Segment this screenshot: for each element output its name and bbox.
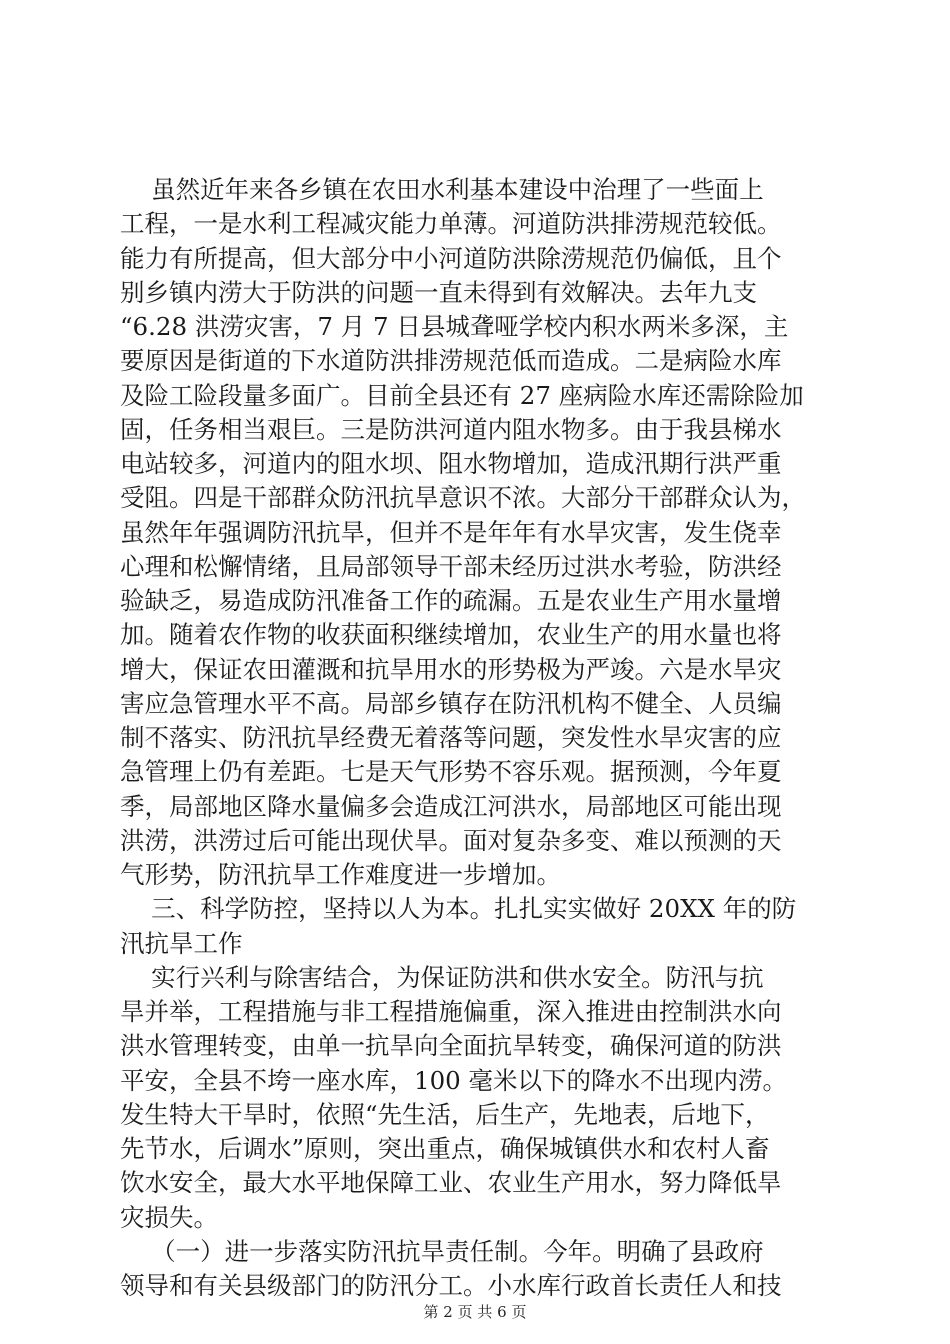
- text-line: 急管理上仍有差距。七是天气形势不容乐观。据预测，今年夏: [120, 757, 782, 787]
- text-line: 汛抗旱工作: [120, 928, 243, 958]
- text-line: 发生特大干旱时，依照“先生活，后生产，先地表，后地下，: [120, 1099, 770, 1129]
- text-line: （一）进一步落实防汛抗旱责任制。今年。明确了县政府: [120, 1236, 764, 1266]
- text-line: 洪水管理转变，由单一抗旱向全面抗旱转变，确保河道的防洪: [120, 1031, 782, 1061]
- text-line: 增大，保证农田灌溉和抗旱用水的形势极为严竣。六是水旱灾: [120, 654, 782, 684]
- text-line: 三、科学防控，坚持以人为本。扎扎实实做好 20XX 年的防: [120, 894, 797, 924]
- text-line: 旱并举，工程措施与非工程措施偏重，深入推进由控制洪水向: [120, 997, 782, 1026]
- text-line: 制不落实、防汛抗旱经费无着落等问题，突发性水旱灾害的应: [120, 723, 782, 752]
- text-line: 实行兴利与除害结合，为保证防洪和供水安全。防汛与抗: [120, 962, 764, 992]
- text-line: 害应急管理水平不高。局部乡镇存在防汛机构不健全、人员编: [120, 688, 782, 718]
- text-line: 灾损失。: [120, 1202, 218, 1232]
- text-line: 电站较多，河道内的阻水坝、阻水物增加，造成汛期行洪严重: [120, 449, 782, 478]
- text-line: 能力有所提高，但大部分中小河道防洪除涝规范仍偏低，且个: [120, 243, 782, 273]
- text-line: 饮水安全，最大水平地保障工业、农业生产用水，努力降低旱: [120, 1168, 782, 1198]
- text-line: 领导和有关县级部门的防汛分工。小水库行政首长责任人和技: [120, 1271, 782, 1300]
- text-line: 加。随着农作物的收获面积继续增加，农业生产的用水量也将: [120, 620, 782, 650]
- text-line: 心理和松懈情绪，且局部领导干部未经历过洪水考验，防洪经: [120, 551, 782, 581]
- text-line: 虽然近年来各乡镇在农田水利基本建设中治理了一些面上: [120, 175, 764, 204]
- text-line: 受阻。四是干部群众防汛抗旱意识不浓。大部分干部群众认为，: [120, 483, 806, 513]
- text-line: 洪涝，洪涝过后可能出现伏旱。面对复杂多变、难以预测的天: [120, 825, 782, 855]
- text-line: 验缺乏，易造成防汛准备工作的疏漏。五是农业生产用水量增: [120, 586, 782, 615]
- text-line: 固，任务相当艰巨。三是防洪河道内阻水物多。由于我县梯水: [120, 414, 782, 444]
- text-line: 别乡镇内涝大于防洪的问题一直未得到有效解决。去年九支: [120, 277, 757, 307]
- text-line: 及险工险段量多面广。目前全县还有 27 座病险水库还需除险加: [120, 380, 804, 410]
- text-line: 平安，全县不垮一座水库，100 毫米以下的降水不出现内涝。: [120, 1065, 788, 1095]
- text-line: 要原因是街道的下水道防洪排涝规范低而造成。二是病险水库: [120, 346, 782, 376]
- text-line: 气形势，防汛抗旱工作难度进一步增加。: [120, 860, 561, 889]
- text-line: 季，局部地区降水量偏多会造成江河洪水，局部地区可能出现: [120, 791, 782, 821]
- text-line: “6.28 洪涝灾害，7 月 7 日县城聋哑学校内积水两米多深，主: [120, 312, 789, 341]
- text-line: 先节水，后调水”原则，突出重点，确保城镇供水和农村人畜: [120, 1134, 770, 1163]
- text-line: 工程，一是水利工程减灾能力单薄。河道防洪排涝规范较低。: [120, 209, 782, 239]
- text-line: 虽然年年强调防汛抗旱，但并不是年年有水旱灾害，发生侥幸: [120, 517, 782, 547]
- document-body: [120, 173, 840, 1303]
- page-footer: 第 2 页 共 6 页: [423, 1303, 527, 1321]
